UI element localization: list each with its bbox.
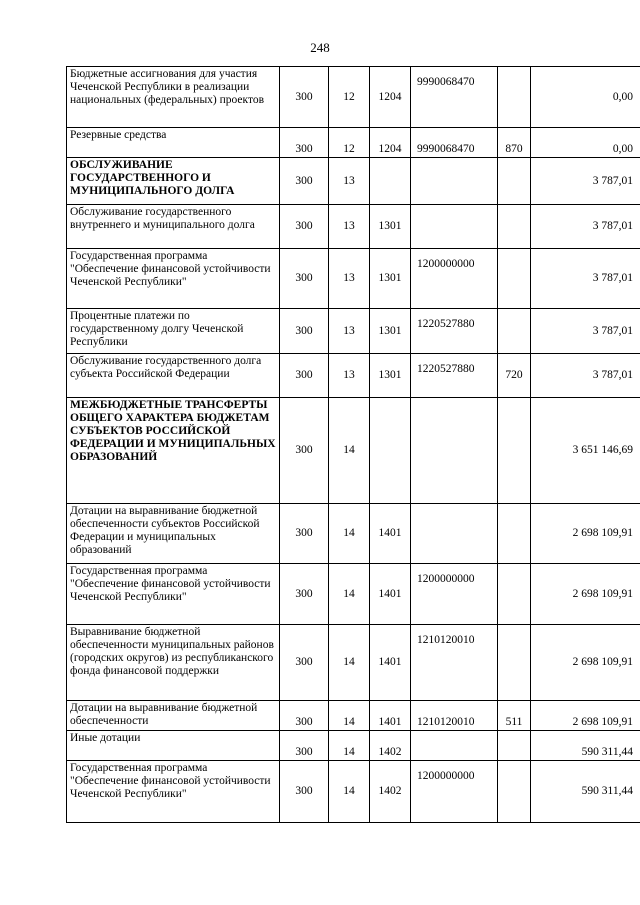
budget-table (66, 66, 640, 823)
target-article-cell: 1220527880 (411, 354, 498, 398)
target-article-cell (411, 398, 498, 504)
grbs-code-cell: 300 (280, 701, 329, 731)
section-code-cell: 14 (329, 701, 370, 731)
grbs-code-cell: 300 (280, 354, 329, 398)
amount-cell: 3 787,01 (531, 205, 640, 249)
expense-type-cell (498, 564, 531, 625)
row-name-cell: МЕЖБЮДЖЕТНЫЕ ТРАНСФЕРТЫ ОБЩЕГО ХАРАКТЕРА БЮДЖЕТАМ СУБЪЕКТОВ РОССИЙСКОЙ ФЕДЕРАЦИИ И МУНИЦИПАЛЬНЫХ ОБРАЗОВАНИЙ (67, 398, 280, 504)
amount-cell: 2 698 109,91 (531, 625, 640, 701)
target-article-cell: 1220527880 (411, 309, 498, 354)
subsection-code-cell: 1401 (370, 564, 411, 625)
table-row (67, 761, 640, 823)
row-name-cell: Дотации на выравнивание бюджетной обеспеченности субъектов Российской Федерации и муниципальных образований (67, 504, 280, 564)
grbs-code-cell: 300 (280, 67, 329, 128)
subsection-code-cell: 1204 (370, 128, 411, 158)
expense-type-cell (498, 158, 531, 205)
expense-type-cell (498, 398, 531, 504)
table-row (67, 309, 640, 354)
section-code-cell: 13 (329, 205, 370, 249)
table-row (67, 249, 640, 309)
subsection-code-cell: 1401 (370, 701, 411, 731)
grbs-code-cell: 300 (280, 205, 329, 249)
row-name-cell: Обслуживание государственного долга субъекта Российской Федерации (67, 354, 280, 398)
subsection-code-cell: 1402 (370, 731, 411, 761)
amount-cell: 0,00 (531, 67, 640, 128)
table-row (67, 701, 640, 731)
section-code-cell: 13 (329, 249, 370, 309)
section-code-cell: 14 (329, 731, 370, 761)
target-article-cell: 1210120010 (411, 625, 498, 701)
target-article-cell: 1200000000 (411, 249, 498, 309)
table-row (67, 354, 640, 398)
table-row (67, 625, 640, 701)
expense-type-cell (498, 761, 531, 823)
subsection-code-cell: 1204 (370, 67, 411, 128)
section-code-cell: 14 (329, 625, 370, 701)
target-article-cell (411, 504, 498, 564)
amount-cell: 3 787,01 (531, 158, 640, 205)
expense-type-cell: 870 (498, 128, 531, 158)
subsection-code-cell: 1301 (370, 354, 411, 398)
section-code-cell: 13 (329, 309, 370, 354)
table-row (67, 564, 640, 625)
section-code-cell: 12 (329, 67, 370, 128)
amount-cell: 3 787,01 (531, 309, 640, 354)
target-article-cell: 1200000000 (411, 761, 498, 823)
expense-type-cell (498, 309, 531, 354)
row-name-cell: Государственная программа "Обеспечение финансовой устойчивости Чеченской Республики" (67, 564, 280, 625)
grbs-code-cell: 300 (280, 309, 329, 354)
section-code-cell: 13 (329, 354, 370, 398)
amount-cell: 2 698 109,91 (531, 701, 640, 731)
target-article-cell (411, 731, 498, 761)
grbs-code-cell: 300 (280, 158, 329, 205)
table-row (67, 67, 640, 128)
grbs-code-cell: 300 (280, 625, 329, 701)
section-code-cell: 13 (329, 158, 370, 205)
target-article-cell (411, 205, 498, 249)
target-article-cell: 1200000000 (411, 564, 498, 625)
amount-cell: 590 311,44 (531, 761, 640, 823)
amount-cell: 0,00 (531, 128, 640, 158)
grbs-code-cell: 300 (280, 564, 329, 625)
subsection-code-cell: 1301 (370, 309, 411, 354)
section-code-cell: 14 (329, 504, 370, 564)
row-name-cell: Процентные платежи по государственному долгу Чеченской Республики (67, 309, 280, 354)
table-row (67, 205, 640, 249)
subsection-code-cell (370, 398, 411, 504)
row-name-cell: Бюджетные ассигнования для участия Чеченской Республики в реализации национальных (федеральных) проектов (67, 67, 280, 128)
target-article-cell (411, 158, 498, 205)
section-code-cell: 14 (329, 564, 370, 625)
amount-cell: 3 651 146,69 (531, 398, 640, 504)
subsection-code-cell: 1301 (370, 205, 411, 249)
grbs-code-cell: 300 (280, 761, 329, 823)
section-code-cell: 12 (329, 128, 370, 158)
subsection-code-cell: 1301 (370, 249, 411, 309)
grbs-code-cell: 300 (280, 128, 329, 158)
target-article-cell: 9990068470 (411, 67, 498, 128)
section-code-cell: 14 (329, 398, 370, 504)
row-name-cell: Дотации на выравнивание бюджетной обеспеченности (67, 701, 280, 731)
grbs-code-cell: 300 (280, 504, 329, 564)
amount-cell: 2 698 109,91 (531, 504, 640, 564)
row-name-cell: Выравнивание бюджетной обеспеченности муниципальных районов (городских округов) из республиканского фонда финансовой поддержки (67, 625, 280, 701)
expense-type-cell: 511 (498, 701, 531, 731)
page-number: 248 (310, 40, 330, 55)
table-row (67, 128, 640, 158)
subsection-code-cell: 1401 (370, 625, 411, 701)
expense-type-cell: 720 (498, 354, 531, 398)
row-name-cell: Иные дотации (67, 731, 280, 761)
expense-type-cell (498, 249, 531, 309)
target-article-cell: 1210120010 (411, 701, 498, 731)
expense-type-cell (498, 504, 531, 564)
subsection-code-cell: 1402 (370, 761, 411, 823)
row-name-cell: Государственная программа "Обеспечение финансовой устойчивости Чеченской Республики" (67, 761, 280, 823)
grbs-code-cell: 300 (280, 731, 329, 761)
table-row (67, 731, 640, 761)
amount-cell: 3 787,01 (531, 354, 640, 398)
amount-cell: 590 311,44 (531, 731, 640, 761)
subsection-code-cell (370, 158, 411, 205)
row-name-cell: ОБСЛУЖИВАНИЕ ГОСУДАРСТВЕННОГО И МУНИЦИПАЛЬНОГО ДОЛГА (67, 158, 280, 205)
table-row (67, 504, 640, 564)
row-name-cell: Обслуживание государственного внутреннего и муниципального долга (67, 205, 280, 249)
expense-type-cell (498, 625, 531, 701)
table-row (67, 158, 640, 205)
table-row (67, 398, 640, 504)
row-name-cell: Резервные средства (67, 128, 280, 158)
expense-type-cell (498, 205, 531, 249)
section-code-cell: 14 (329, 761, 370, 823)
budget-table-body (67, 67, 640, 823)
target-article-cell: 9990068470 (411, 128, 498, 158)
grbs-code-cell: 300 (280, 398, 329, 504)
expense-type-cell (498, 731, 531, 761)
amount-cell: 3 787,01 (531, 249, 640, 309)
row-name-cell: Государственная программа "Обеспечение финансовой устойчивости Чеченской Республики" (67, 249, 280, 309)
amount-cell: 2 698 109,91 (531, 564, 640, 625)
expense-type-cell (498, 67, 531, 128)
subsection-code-cell: 1401 (370, 504, 411, 564)
grbs-code-cell: 300 (280, 249, 329, 309)
